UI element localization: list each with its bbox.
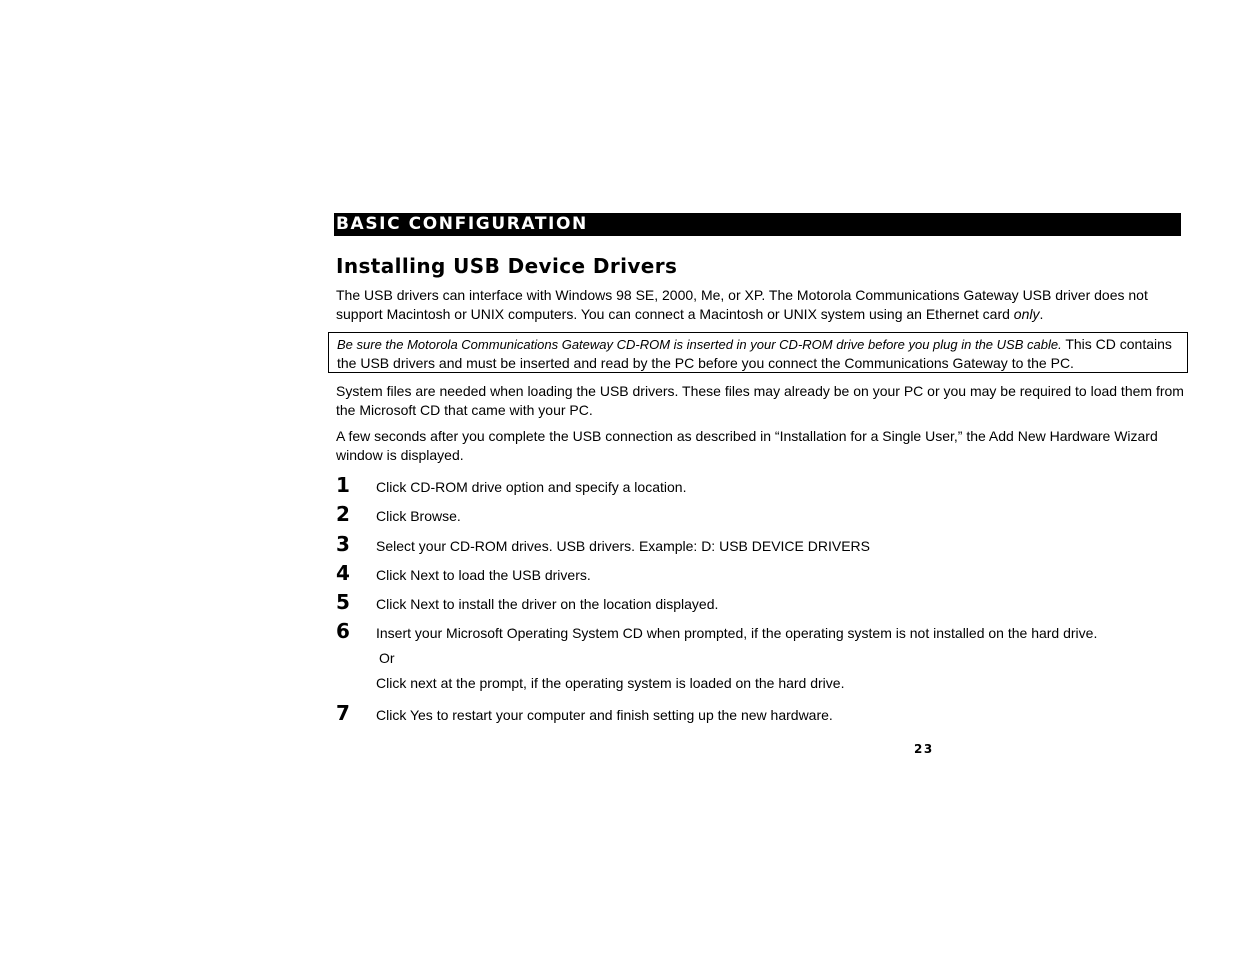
step-6 bbox=[336, 619, 1186, 643]
page-title: Installing USB Device Drivers bbox=[336, 254, 678, 278]
step-text: Click Next to install the driver on the location displayed. bbox=[376, 596, 719, 612]
intro-emphasis: only bbox=[1013, 305, 1040, 322]
step-text: Click CD-ROM drive option and specify a location. bbox=[376, 479, 687, 495]
note-text: This CD contains the USB drivers and must be inserted and read by the PC before you connect the Communications Gateway to the PC. bbox=[337, 336, 1172, 371]
step-text: Click Next to load the USB drivers. bbox=[376, 567, 591, 583]
step-number: 7 bbox=[336, 701, 350, 725]
page-number: 23 bbox=[914, 742, 934, 756]
step-1 bbox=[336, 473, 1186, 497]
step-3 bbox=[336, 532, 1186, 556]
step-5 bbox=[336, 590, 1186, 614]
intro-end: . bbox=[1039, 305, 1044, 322]
system-files-paragraph: System files are needed when loading the USB drivers. These files may already be on your PC or you may be required to load them from the Microsoft CD that came with your PC. bbox=[336, 383, 1184, 418]
step-6-or: Or bbox=[379, 650, 395, 666]
step-number: 2 bbox=[336, 502, 350, 526]
step-number: 1 bbox=[336, 473, 350, 497]
step-6-alternative: Click next at the prompt, if the operating system is loaded on the hard drive. bbox=[376, 675, 845, 691]
step-text: Select your CD-ROM drives. USB drivers. Example: D: USB DEVICE DRIVERS bbox=[376, 538, 871, 554]
step-text: Insert your Microsoft Operating System CD when prompted, if the operating system is not installed on the hard drive. bbox=[376, 625, 1098, 641]
note-box bbox=[328, 332, 1188, 373]
intro-text: The USB drivers can interface with Windows 98 SE, 2000, Me, or XP. The Motorola Communications Gateway USB driver does not support Macintosh or UNIX computers. You can connect a Macintosh or UNIX system using an Ethernet card bbox=[336, 287, 1148, 322]
step-2 bbox=[336, 502, 1186, 526]
step-text: Click Browse. bbox=[376, 508, 461, 524]
step-4 bbox=[336, 561, 1186, 585]
step-text: Click Yes to restart your computer and finish setting up the new hardware. bbox=[376, 707, 833, 723]
step-number: 4 bbox=[336, 561, 350, 585]
step-number: 5 bbox=[336, 590, 350, 614]
intro-paragraph bbox=[336, 286, 1186, 323]
step-7 bbox=[336, 701, 1186, 725]
section-header: BASIC CONFIGURATION bbox=[334, 213, 1181, 236]
note-italic: Be sure the Motorola Communications Gateway CD-ROM is inserted in your CD-ROM drive before you plug in the USB cable. bbox=[337, 337, 1062, 352]
step-number: 3 bbox=[336, 532, 350, 556]
step-number: 6 bbox=[336, 619, 350, 643]
wizard-paragraph: A few seconds after you complete the USB connection as described in “Installation for a Single User,” the Add New Hardware Wizard window is displayed. bbox=[336, 428, 1158, 463]
